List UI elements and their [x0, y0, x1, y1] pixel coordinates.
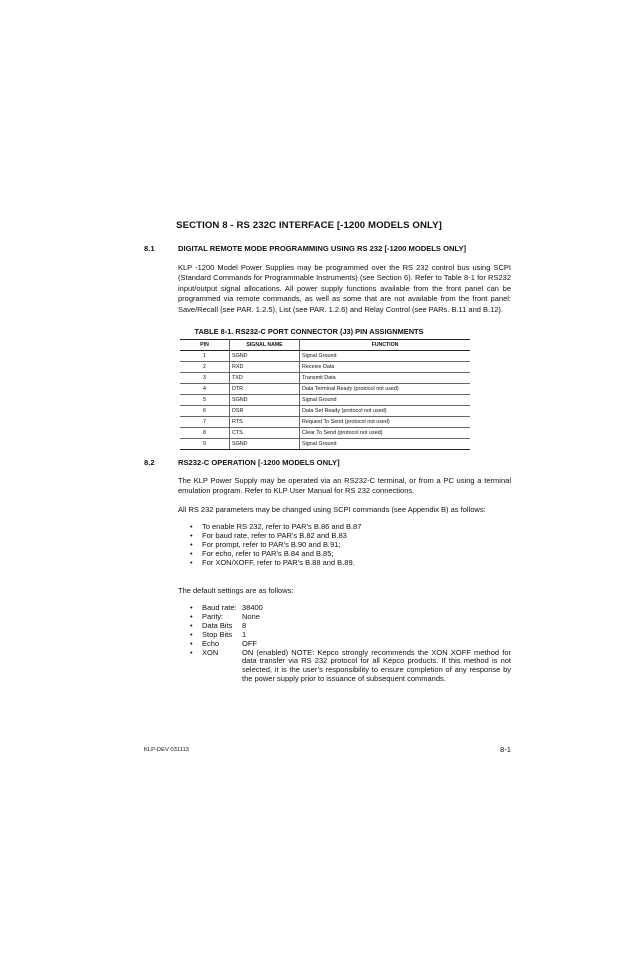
pin-cell: 8: [180, 428, 230, 439]
bullet-icon: •: [190, 647, 193, 657]
signal-name-cell: RTS: [230, 417, 300, 428]
section-8-2-heading: RS232-C OPERATION [-1200 MODELS ONLY]: [178, 458, 340, 467]
section-8-2-intro: The KLP Power Supply may be operated via an RS232-C terminal, or from a PC using a terminal emulation program. Refer to KLP User Manual for RS 232 connections.: [178, 476, 511, 496]
pin-cell: 7: [180, 417, 230, 428]
setting-label: XON: [202, 647, 219, 657]
section-title: SECTION 8 - RS 232C INTERFACE [-1200 MODELS ONLY]: [176, 220, 442, 231]
signal-name-cell: SGND: [230, 395, 300, 406]
bullet-icon: •: [190, 620, 193, 630]
table-row: [180, 384, 470, 395]
signal-name-cell: CTS: [230, 428, 300, 439]
scpi-reference-list: [190, 522, 511, 567]
signal-name-cell: DTR: [230, 384, 300, 395]
signal-name-cell: RXD: [230, 362, 300, 373]
setting-value: 1: [242, 629, 247, 639]
function-cell: Data Terminal Ready (protocol not used): [300, 384, 471, 395]
pin-cell: 5: [180, 395, 230, 406]
footer-doc-id: KLP-DEV 031113: [144, 747, 189, 753]
list-item: [190, 613, 511, 622]
section-8-2-number: 8.2: [144, 458, 155, 467]
pin-assignment-table: [180, 339, 470, 450]
section-8-1-heading: DIGITAL REMOTE MODE PROGRAMMING USING RS 232 [-1200 MODELS ONLY]: [178, 244, 467, 253]
default-settings-intro: The default settings are as follows:: [178, 586, 294, 595]
bullet-icon: •: [190, 611, 193, 621]
table-header-row: [180, 340, 470, 351]
setting-label: Stop Bits: [202, 629, 233, 639]
signal-name-cell: SGND: [230, 439, 300, 450]
setting-value: None: [242, 611, 260, 621]
function-cell: Transmit Data: [300, 373, 471, 384]
column-header-function: FUNCTION: [300, 340, 471, 351]
setting-value-note: ON (enabled) NOTE: Kepco strongly recommends the XON XOFF method for data transfer via RS 232 protocol for all Kepco products. If this method is not selected, it is the user’s responsibility to ensure completion of any response by the power supply prior to issuance of subsequent commands.: [242, 647, 511, 684]
list-item: [190, 631, 511, 640]
signal-name-cell: DSR: [230, 406, 300, 417]
setting-value: 8: [242, 620, 247, 630]
pin-cell: 1: [180, 351, 230, 362]
table-row: [180, 428, 470, 439]
list-item: [190, 622, 511, 631]
default-settings-list: [190, 604, 511, 684]
list-item: [190, 604, 511, 613]
table-row: [180, 395, 470, 406]
section-8-1-body: KLP -1200 Model Power Supplies may be programmed over the RS 232 control bus using SCPI (Standard Commands for Programmable Instruments) (see Section 6). Refer to Table 8-1 for RS232 input/output signal allocations. All power supply functions available from the front panel can be programmed via remote commands, as well as some that are not available from the front panel: Save/Recall (see PAR. 1.2.5), List (see PAR. 1.2.6) and Relay Control (see PARs. B.11 and B.12).: [178, 263, 511, 314]
bullet-icon: •: [190, 522, 193, 531]
function-cell: Data Set Ready (protocol not used): [300, 406, 471, 417]
table-row: [180, 351, 470, 362]
setting-value: 38400: [242, 603, 263, 612]
table-row: [180, 362, 470, 373]
pin-cell: 4: [180, 384, 230, 395]
bullet-icon: •: [190, 531, 193, 541]
setting-label: Baud rate:: [202, 603, 237, 612]
function-cell: Signal Ground: [300, 395, 471, 406]
setting-label: Parity:: [202, 611, 224, 621]
function-cell: Receive Data: [300, 362, 471, 373]
list-item: • To enable RS 232, refer to PAR’s B.86 and B.87: [190, 522, 362, 531]
signal-name-cell: SGND: [230, 351, 300, 362]
list-item: • For echo, refer to PAR’s B.84 and B.85;: [190, 549, 334, 559]
signal-name-cell: TXD: [230, 373, 300, 384]
list-item: • For baud rate, refer to PAR’s B.82 and B.83: [190, 531, 347, 541]
bullet-icon: •: [190, 603, 193, 612]
pin-cell: 3: [180, 373, 230, 384]
pin-cell: 9: [180, 439, 230, 450]
function-cell: Request To Send (protocol not used): [300, 417, 471, 428]
list-item: • For XON/XOFF, refer to PAR’s B.88 and B.89.: [190, 558, 355, 568]
table-row: [180, 373, 470, 384]
setting-label: Data Bits: [202, 620, 233, 630]
table-row: [180, 417, 470, 428]
function-cell: Clear To Send (protocol not used): [300, 428, 471, 439]
function-cell: Signal Ground: [300, 351, 471, 362]
section-8-2-parameters: All RS 232 parameters may be changed using SCPI commands (see Appendix B) as follows:: [178, 505, 486, 514]
pin-cell: 6: [180, 406, 230, 417]
bullet-icon: •: [190, 558, 193, 568]
list-item: • For prompt, refer to PAR’s B.90 and B.91;: [190, 540, 341, 550]
function-cell: Signal Ground: [300, 439, 471, 450]
bullet-icon: •: [190, 629, 193, 639]
table-caption: TABLE 8-1. RS232-C PORT CONNECTOR (J3) PIN ASSIGNMENTS: [194, 327, 424, 336]
table-row: [180, 406, 470, 417]
bullet-icon: •: [190, 540, 193, 550]
table-row: [180, 439, 470, 450]
pin-cell: 2: [180, 362, 230, 373]
section-8-1-number: 8.1: [144, 244, 155, 253]
column-header-signal-name: SIGNAL NAME: [230, 340, 300, 351]
column-header-pin: PIN: [180, 340, 230, 351]
bullet-icon: •: [190, 549, 193, 559]
setting-value: OFF: [242, 638, 257, 648]
page-number: 8-1: [500, 745, 511, 754]
bullet-icon: •: [190, 638, 193, 648]
list-item: [190, 649, 511, 685]
setting-label: Echo: [202, 638, 220, 648]
